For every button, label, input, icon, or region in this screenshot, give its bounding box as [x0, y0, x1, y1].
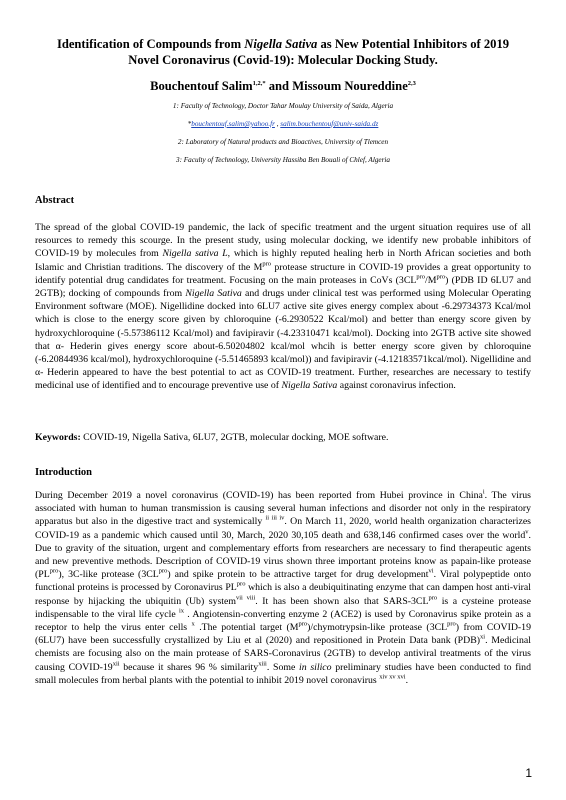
- affiliation-3: 3: Faculty of Technology, University Hassiba Ben Bouali of Chlef, Algeria: [175, 156, 390, 164]
- keywords: Keywords: COVID-19, Nigella Sativa, 6LU7, 2GTB, molecular docking, MOE software.: [35, 432, 389, 443]
- email-link-2[interactable]: salim.bouchentouf@univ-saida.dz: [280, 120, 379, 128]
- page-number: 1: [525, 766, 532, 780]
- email-line: *bouchentouf.salim@yahoo.fr , salim.bouchentouf@univ-saida.dz: [187, 120, 379, 128]
- paper-title: Identification of Compounds from Nigella Sativa as New Potential Inhibitors of 2019 Novel Coronavirus (Covid-19): Molecular Docking Study.: [56, 37, 510, 67]
- author-line: Bouchentouf Salim$^{1,2,*}$ and Missoum Noureddine$^{2,3}$: [150, 79, 416, 93]
- email-link-1[interactable]: bouchentouf.salim@yahoo.fr: [191, 120, 275, 128]
- keywords-label: Keywords:: [35, 432, 81, 443]
- affiliation-2: 2: Laboratory of Natural products and Bioactives, University of Tlemcen: [177, 138, 389, 146]
- abstract-heading: Abstract: [35, 195, 75, 206]
- affiliation-1: 1: Faculty of Technology, Doctor Tahar Moulay University of Saida, Algeria: [172, 102, 394, 110]
- introduction-body: During December 2019 a novel coronavirus (COVID-19) has been reported from Hubei province in China$^i$. The virus associated with human to human transmission is causing several human infections and disorder not only in the respiratory apparatus but also in the digestive tract and systemically $^{ii iii iv}$. On March 11, 2020, world health organization characterizes COVID-19 as a pandemic which caused until 30, March, 2020 30,105 death and 638,146 confirmed cases over the world$^v$. Due to gravity of the situation, urgent and complementary efforts from researchers are necessary to find therapeutic agents and new preventive methods. Description of COVID-19 virus shown three important proteins know as papain-like protease $(PL^{pro})$, 3C-like protease $(3CL^{pro})$ and spike protein to be attractive target for drug development$^{vi}$. Viral polypeptide onto functional proteins is processed by Coronavirus $PL^{pro}$ which is also a deubiquitinating enzyme that can dampen host anti-viral response by hijacking the ubiquitin (Ub) system$^{vii viii}$. It has been shown also that SARS-$3CL^{pro}$ is a cysteine protease indispensable to the viral life cycle $^{ix}$ . Angiotensin-converting enzyme 2 (ACE2) is used by Coronavirus spike protein as a receptor to help the virus enter cells $^x$ .The potential target $(M^{pro})/chymotrypsin$-like protease $(3CL^{pro})$ from COVID-19 (6LU7) have been successfully crystallized by Liu et al (2020) and repositioned in Protein Data bank (PDB)$^{xi}$. Medicinal chemists are focusing also on the main protease of SARS-Coronavirus (2GTB) to develop antiviral treatments of the virus causing COVID-19$^{xii}$ because it shares 96 % similarity$^{xiii}$. Some in silico preliminary studies have been conducted to find small molecules from herbal plants with the potential to inhibit 2019 novel coronavirus $^{xiv xv xvi}$.: [35, 488, 532, 686]
- abstract-body: The spread of the global COVID-19 pandemic, the lack of specific treatment and the urgent situation requires use of all resources to remedy this scourge. In the present study, using molecular docking, we identify new probable inhibitors of COVID-19 by molecules from Nigella sativa L, which is highly reputed healing herb in North African societies and both Islamic and Christian traditions. The discovery of the $M^{pro}$ protease structure in COVID-19 provides a great opportunity to identify potential drug candidates for treatment. Focusing on the main proteases in CoVs $(3CL^{pro}/M^{pro})$ (PDB ID 6LU7 and 2GTB); docking of compounds from Nigella Sativa and drugs under clinical test was performed using Molecular Operating Environment software (MOE). Nigellidine docked into 6LU7 active site gives energy complex about -6.29734373 Kcal/mol which is close to the energy score given by chloroquine (-6.2930522 Kcal/mol) and better than energy score given by hydroxychloroquine (-5.57386112 Kcal/mol) and favipiravir (-4.23310471 kcal/mol). Docking into 2GTB active site showed that α- Hederin gives energy score about-6.50204802 kcal/mol whcih is better energy score given by chloroquine (-6.20844936 kcal/mol), hydroxychloroquine (-5.51465893 kcal/mol)) and favipiravir (-4.12183571kcal/mol). Nigellidine and α- Hederin appeared to have the best potential to act as COVID-19 treatment. Further, researches are necessary to testify medicinal use of identified and to encourage preventive use of Nigella Sativa against coronavirus infection.: [35, 222, 531, 392]
- introduction-heading: Introduction: [35, 467, 92, 478]
